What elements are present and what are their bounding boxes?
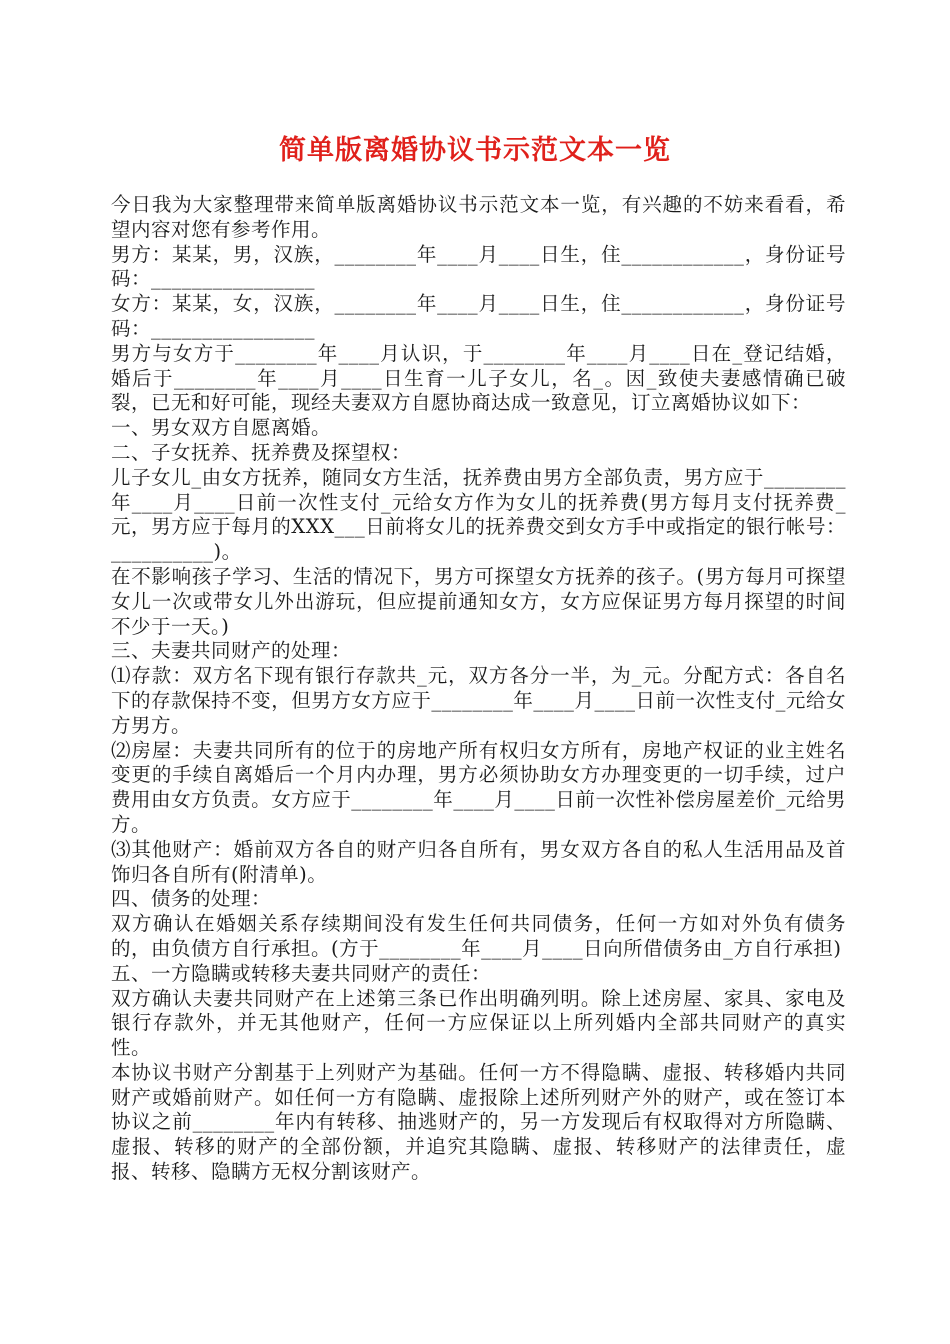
section-heading-5: 五、一方隐瞒或转移夫妻共同财产的责任：: [111, 961, 492, 985]
section-heading-3: 三、夫妻共同财产的处理：: [111, 639, 352, 663]
paragraph-male-party: 男方：某某，男，汉族，________年____月____日生，住____________，身份证号码：________________: [111, 242, 846, 291]
section-heading-2: 二、子女抚养、抚养费及探望权：: [111, 440, 412, 464]
section-heading-4: 四、债务的处理：: [111, 887, 272, 911]
paragraph-debts: 双方确认在婚姻关系存续期间没有发生任何共同债务，任何一方如对外负有债务的，由负债方自行承担。(方于________年____月____日向所借债务由_方自行承担): [111, 912, 846, 960]
paragraph-female-party: 女方：某某，女，汉族，________年____月____日生，住____________，身份证号码：________________: [111, 292, 846, 340]
paragraph-child-support: 儿子女儿_由女方抚养，随同女方生活，抚养费由男方全部负责，男方应于________年____月____日前一次性支付_元给女方作为女儿的抚养费(男方每月支付抚养费_元，男方应于每月的XXX___日前将女儿的抚养费交到女方手中或指定的银行帐号：__________)。: [111, 465, 846, 564]
section-heading-1: 一、男女双方自愿离婚。: [111, 416, 332, 440]
document-body: [111, 193, 846, 1185]
paragraph-concealment: 本协议书财产分割基于上列财产为基础。任何一方不得隐瞒、虚报、转移婚内共同财产或婚前财产。如任何一方有隐瞒、虚报除上述所列财产外的财产，或在签订本协议之前________年内有转移、抽逃财产的，另一方发现后有权取得对方所隐瞒、虚报、转移的财产的全部份额，并追究其隐瞒、虚报、转移财产的法律责任，虚报、转移、隐瞒方无权分割该财产。: [111, 1060, 846, 1184]
document-title: 简单版离婚协议书示范文本一览: [279, 135, 671, 166]
paragraph-other-property: ⑶其他财产：婚前双方各自的财产归各自所有，男女双方各自的私人生活用品及首饰归各自所有(附清单)。: [111, 837, 846, 886]
paragraph-background: 男方与女方于________年____月认识，于________年____月____日在_登记结婚，婚后于________年____月____日生育一儿子女儿，名_。因_致使夫妻感情确已破裂，已无和好可能，现经夫妻双方自愿协商达成一致意见，订立离婚协议如下：: [111, 341, 846, 415]
paragraph-property-confirm: 双方确认夫妻共同财产在上述第三条已作出明确列明。除上述房屋、家具、家电及银行存款外，并无其他财产，任何一方应保证以上所列婚内全部共同财产的真实性。: [111, 986, 846, 1060]
paragraph-visitation: 在不影响孩子学习、生活的情况下，男方可探望女方抚养的孩子。(男方每月可探望女儿一次或带女儿外出游玩，但应提前通知女方，女方应保证男方每月探望的时间不少于一天。): [111, 564, 846, 638]
paragraph-intro: 今日我为大家整理带来简单版离婚协议书示范文本一览，有兴趣的不妨来看看，希望内容对您有参考作用。: [111, 193, 846, 241]
paragraph-house: ⑵房屋：夫妻共同所有的位于的房地产所有权归女方所有，房地产权证的业主姓名变更的手续自离婚后一个月内办理，男方必须协助女方办理变更的一切手续，过户费用由女方负责。女方应于________年____月____日前一次性补偿房屋差价_元给男方。: [111, 738, 846, 836]
paragraph-deposits: ⑴存款：双方名下现有银行存款共_元，双方各分一半，为_元。分配方式：各自名下的存款保持不变，但男方女方应于________年____月____日前一次性支付_元给女方男方。: [111, 664, 846, 737]
